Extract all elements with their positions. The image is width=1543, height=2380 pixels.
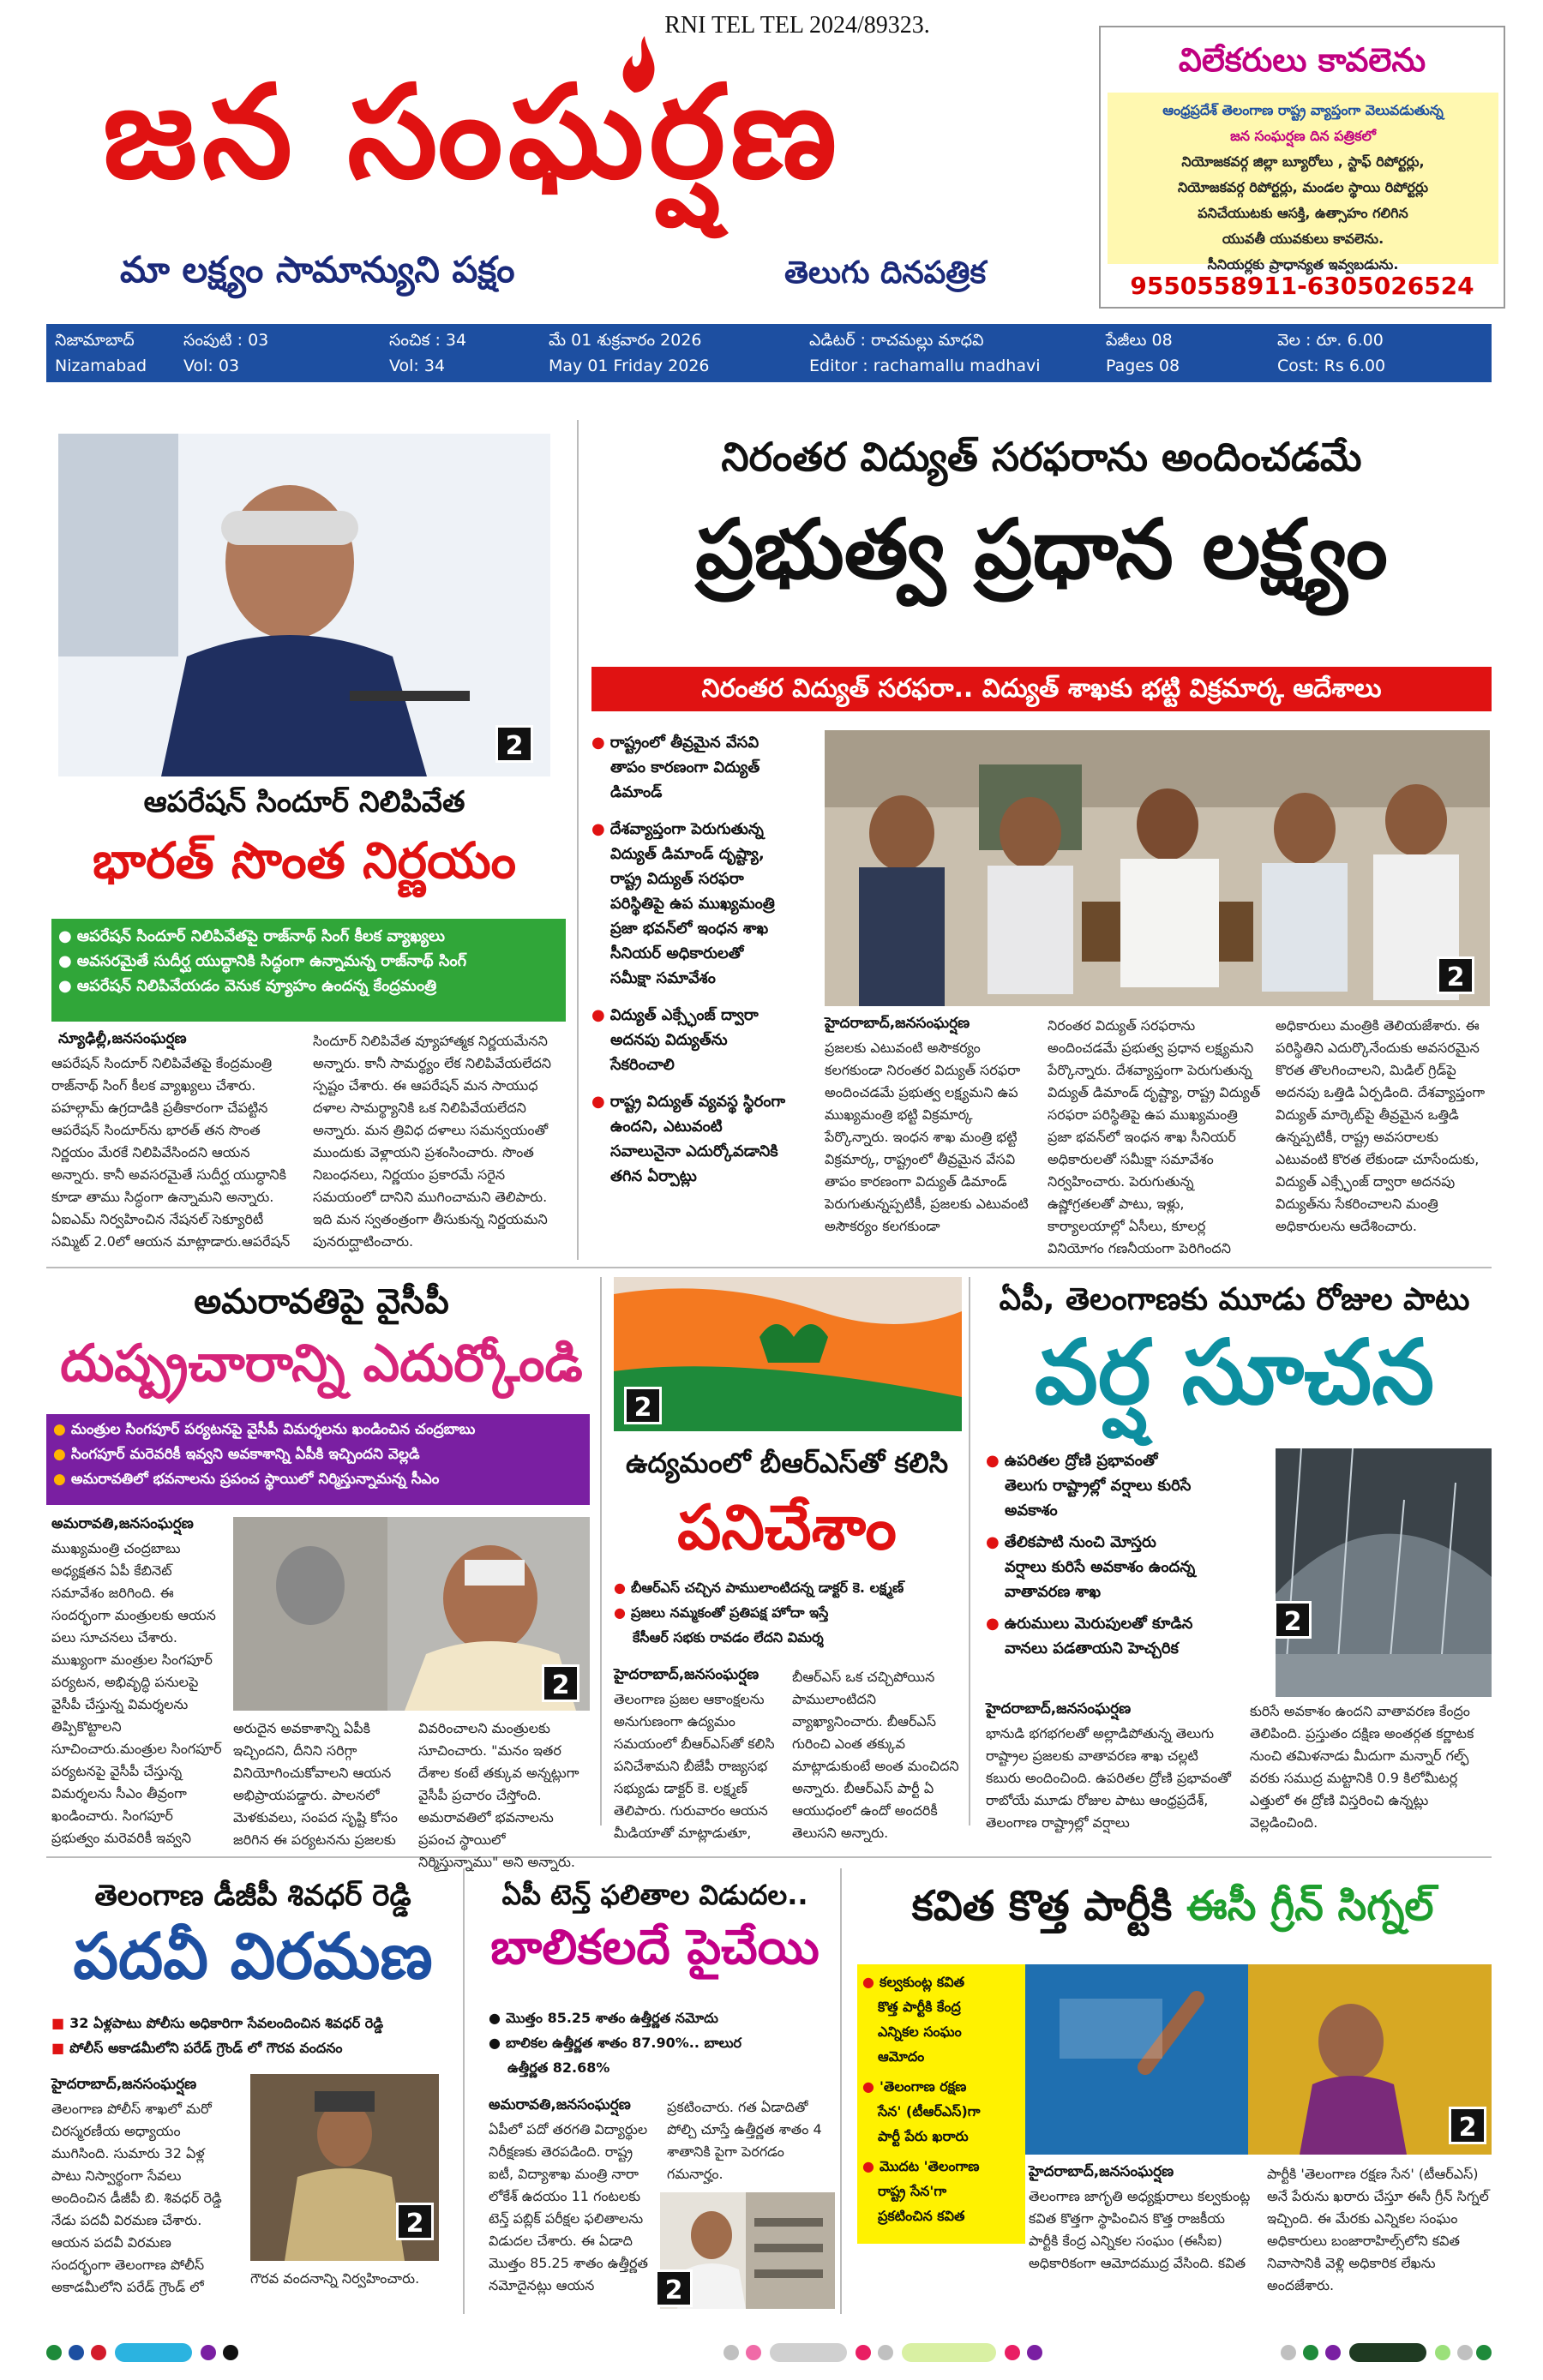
footer-dot	[856, 2345, 871, 2360]
bullet-item: ● ప్రజలు నమ్మకంతో ప్రతిపక్ష హోదా ఇస్తే	[614, 1604, 829, 1621]
footer-decoration	[46, 2338, 1492, 2364]
kavitha-headline	[854, 1882, 1492, 1940]
column-divider	[577, 420, 579, 1260]
page-ref-badge: 2	[1437, 956, 1474, 994]
footer-pill	[115, 2343, 192, 2362]
rni-number: RNI TEL TEL 2024/89323.	[664, 12, 930, 39]
rain-dateline: హైదరాబాద్,జనసంఘర్షణ	[986, 1700, 1132, 1718]
bullet-item: తాపం కారణంగా విద్యుత్	[610, 758, 760, 776]
footer-dot	[1281, 2345, 1296, 2360]
page-ref-badge: 2	[655, 2269, 693, 2307]
bullet-item: ● మొత్తం 85.25 శాతం ఉత్తీర్ణత నమోదు	[489, 2010, 718, 2026]
bullet-item: అదనపు విద్యుత్‌ను	[610, 1031, 728, 1049]
footer-dot	[46, 2345, 62, 2360]
bullet-item: ● ఆపరేషన్ నిలిపివేయడం వెనుక వ్యూహం ఉందన్న కేంద్రమంత్రి	[58, 977, 437, 995]
paper-type: తెలుగు దినపత్రిక	[784, 255, 987, 291]
bullet-item: ● విద్యుత్ ఎక్స్ఛేంజ్ ద్వారా	[591, 1006, 759, 1024]
bullet-item: వాతావరణ శాఖ	[1005, 1583, 1102, 1601]
kavitha-photo	[1025, 1964, 1492, 2155]
amaravati-dateline: అమరావతి,జనసంఘర్షణ	[51, 1515, 194, 1532]
kavitha-bullets	[857, 1964, 1025, 2244]
dgp-dateline: హైదరాబాద్,జనసంఘర్షణ	[51, 2076, 197, 2093]
power-body-col2: నిరంతర విద్యుత్ సరఫరాను అందించడమే ప్రభుత్వ ప్రధాన లక్ష్యమని పేర్కొన్నారు. దేశవ్యాప్తంగా పెరుగుతున్న విద్యుత్ డిమాండ్ దృష్ట్యా, రాష్ట్ర విద్యుత్ సరఫరా పరిస్థితిపై ఉప ముఖ్యమంత్రి ప్రజా భవన్‌లో ఇంధన శాఖ సీనియర్ అధికారులతో సమీక్షా సమావేశం నిర్వహించారు. పెరుగుతున్న ఉష్ణోగ్రతలతో పాటు, ఇళ్లు, కార్యాలయాల్లో ఏసీలు, కూలర్ల వినియోగం గణనీయంగా పెరిగిందని	[1048, 1017, 1261, 1256]
rain-kicker: ఏపీ, తెలంగాణకు మూడు రోజుల పాటు	[999, 1282, 1470, 1317]
brs-headline: పనిచేశాం	[677, 1491, 897, 1563]
rain-body-col2: కురిసే అవకాశం ఉందని వాతావరణ కేంద్రం తెలిపింది. ప్రస్తుతం దక్షిణ అంతర్గత కర్ణాటక నుంచి తమిళనాడు మీదుగా మన్నార్ గల్ఫ్ వరకు సముద్ర మట్టానికి 0.9 కిలోమీటర్ల ఎత్తులో ఈ ద్రోణి విస్తరించి ఉన్నట్లు వెల్లడించింది.	[1250, 1703, 1474, 1831]
bullet-item: ● 'తెలంగాణ రక్షణ	[862, 2078, 967, 2095]
bullet-item: సేన' (టీఆర్ఎస్)గా	[878, 2103, 981, 2119]
ad-line: నియోజకవర్గ జిల్లా బ్యూరోలు , స్టాఫ్ రిపోర్టర్లు,	[1181, 153, 1425, 170]
tenth-kicker: ఏపీ టెన్త్ ఫలితాల విడుదల..	[501, 1879, 808, 1911]
power-meeting-photo	[825, 730, 1490, 1006]
power-kicker: నిరంతర విద్యుత్ సరఫరాను అందించడమే	[721, 434, 1362, 480]
info-city: నిజామాబాద్ Nizamabad	[55, 331, 147, 375]
tagline: మా లక్ష్యం సామాన్యుని పక్షం	[120, 249, 515, 291]
ad-phone: 9550558911-6305026524	[1130, 272, 1474, 300]
bullet-item: తగిన ఏర్పాట్లు	[610, 1167, 697, 1185]
footer-pill	[770, 2343, 847, 2362]
amaravati-headline: దుష్ప్రచారాన్ని ఎదుర్కోండి	[60, 1334, 583, 1394]
footer-dot	[723, 2345, 739, 2360]
amaravati-bullets	[46, 1414, 590, 1505]
bullet-item: ఆమోదం	[878, 2048, 925, 2065]
footer-dot	[1027, 2345, 1042, 2360]
tenth-bullets	[489, 2005, 837, 2089]
bullet-item: ● తేలికపాటి నుంచి మోస్తరు	[986, 1533, 1156, 1551]
footer-dot	[1435, 2345, 1450, 2360]
bullet-item: ● అమరావతిలో భవనాలను ప్రపంచ స్థాయిలో నిర్మిస్తున్నామన్న సీఎం	[53, 1471, 440, 1488]
bullet-item: ● మొదట 'తెలంగాణ	[862, 2158, 980, 2174]
bullet-item: ● మంత్రుల సింగపూర్ పర్యటనపై వైసీపీ విమర్శలను ఖండించిన చంద్రబాబు	[53, 1421, 476, 1438]
rain-umbrella-photo	[1276, 1448, 1492, 1697]
bullet-item: తెలుగు రాష్ట్రాల్లో వర్షాలు కురిసే	[1005, 1477, 1192, 1495]
bullet-item: సీనియర్ అధికారులతో	[610, 944, 744, 962]
bullet-item: ● బాలికల ఉత్తీర్ణత శాతం 87.90%.. బాలుర	[489, 2035, 742, 2051]
newspaper-logo	[103, 51, 1029, 214]
bullet-item: వానలు పడతాయని హెచ్చరిక	[1005, 1640, 1179, 1658]
bullet-item: సేకరించాలి	[610, 1056, 675, 1074]
info-pages: పేజీలు 08 Pages 08	[1106, 331, 1180, 375]
rajnath-singh-photo	[58, 434, 550, 776]
ad-line: ఆంధ్రప్రదేశ్ తెలంగాణ రాష్ట్ర వ్యాప్తంగా వెలువడుతున్న	[1162, 102, 1444, 118]
info-price: వెల : రూ. 6.00 Cost: Rs 6.00	[1277, 331, 1386, 375]
rain-bullets	[986, 1448, 1269, 1671]
ad-line: జన సంఘర్షణ దిన పత్రికలో	[1230, 128, 1376, 144]
amaravati-body-col1: ముఖ్యమంత్రి చంద్రబాబు అధ్యక్షతన ఏపీ కేబినెట్ సమావేశం జరిగింది. ఈ సందర్భంగా మంత్రులకు ఆయన పలు సూచనలు చేశారు. ముఖ్యంగా మంత్రుల సింగపూర్ పర్యటన, అభివృద్ధి పనులపై వైసీపీ చేస్తున్న విమర్శలను తిప్పికొట్టాలని సూచించారు.మంత్రుల సింగపూర్ పర్యటనపై వైసీపీ చేస్తున్న విమర్శలను సీఎం తీవ్రంగా ఖండించారు. సింగపూర్ ప్రభుత్వం మరెవరికీ ఇవ్వని	[51, 1540, 222, 1846]
power-body-col1: ప్రజలకు ఎటువంటి అసౌకర్యం కలగకుండా నిరంతర విద్యుత్ సరఫరా అందించడమే ప్రభుత్వ లక్ష్యమని ఉప ముఖ్యమంత్రి భట్టి విక్రమార్క పేర్కొన్నారు. ఇంధన శాఖ మంత్రి భట్టి విక్రమార్క, రాష్ట్రంలో తీవ్రమైన వేసవి తాపం కారణంగా విద్యుత్ డిమాండ్ పెరుగుతున్నప్పటికీ, ప్రజలకు ఎటువంటి అసౌకర్యం కలగకుండా	[825, 1040, 1029, 1234]
brs-dateline: హైదరాబాద్,జనసంఘర్షణ	[614, 1666, 759, 1683]
kavitha-body-col1: తెలంగాణ జాగృతి అధ్యక్షురాలు కల్వకుంట్ల కవిత కొత్తగా స్థాపించిన కొత్త రాజకీయ పార్టీకి కేంద్ర ఎన్నికల సంఘం (ఈసీఐ) అధికారికంగా ఆమోదముద్ర వేసింది. కవిత	[1029, 2188, 1251, 2271]
sindoor-body-col1: ఆపరేషన్ సిందూర్ నిలిపివేతపై కేంద్రమంత్రి రాజ్‌నాథ్ సింగ్ కీలక వ్యాఖ్యలు చేశారు. పహల్గామ్ ఉగ్రదాడికి ప్రతీకారంగా చేపట్టిన ఆపరేషన్ సిందూర్‌ను భారత్ తన సొంత నిర్ణయం మేరకే నిలిపివేసిందని ఆయన అన్నారు. కానీ అవసరమైతే సుదీర్ఘ యుద్ధానికి కూడా తాము సిద్ధంగా ఉన్నామని అన్నారు. ఏఐఎమ్ నిర్వహించిన నేషనల్ సెక్యూరిటీ సమ్మిట్ 2.0లో ఆయన మాట్లాడారు.ఆపరేషన్	[51, 1055, 291, 1250]
dgp-body-col2: గౌరవ వందనాన్ని నిర్వహించారు.	[250, 2270, 420, 2287]
sindoor-kicker: ఆపరేషన్ సిందూర్ నిలిపివేత	[143, 785, 465, 819]
bullet-item: ● రాష్ట్ర విద్యుత్ వ్యవస్థ స్థిరంగా	[591, 1093, 786, 1111]
bjp-flag-photo	[614, 1277, 962, 1431]
footer-pill	[1349, 2343, 1426, 2362]
tenth-photo	[660, 2192, 835, 2309]
bullet-item: సమీక్షా సమావేశం	[610, 969, 716, 987]
kavitha-dateline: హైదరాబాద్,జనసంఘర్షణ	[1029, 2163, 1174, 2180]
bullet-item: అవకాశం	[1005, 1502, 1058, 1520]
footer-dot	[69, 2345, 84, 2360]
dgp-photo	[250, 2074, 439, 2261]
tenth-headline: బాలికలదే పైచేయి	[490, 1920, 820, 1975]
brs-body-col2: బీఆర్ఎస్ ఒక చచ్చిపోయిన పాములాంటిదని వ్యాఖ్యానించారు. బీఆర్ఎస్ గురించి ఎంత తక్కువ మాట్లాడుకుంటే అంత మంచిదని అన్నారు. బీఆర్ఎస్ పార్టీ ఏ ఆయుధంలో ఉందో అందరికీ తెలుసని అన్నారు.	[792, 1669, 959, 1841]
edition-info-bar	[46, 324, 1492, 382]
brs-kicker: ఉద్యమంలో బీఆర్ఎస్‌తో కలిసి	[625, 1447, 949, 1479]
footer-dot	[1325, 2345, 1341, 2360]
bullet-item: ■ పోలీస్ అకాడమీలోని పరేడ్ గ్రౌండ్ లో గౌరవ వందనం	[51, 2040, 343, 2056]
tenth-body-col1: ఏపీలో పదో తరగతి విద్యార్థుల నిరీక్షణకు తెరపడింది. రాష్ట్ర ఐటీ, విద్యాశాఖ మంత్రి నారా లోకేశ్ ఉదయం 11 గంటలకు టెన్త్ పబ్లిక్ పరీక్షల ఫలితాలను విడుదల చేశారు. ఈ ఏడాది మొత్తం 85.25 శాతం ఉత్తీర్ణత నమోదైనట్లు ఆయన	[489, 2121, 648, 2293]
amaravati-kicker: అమరావతిపై వైసీపీ	[194, 1282, 449, 1322]
bullet-item: రాష్ట్ర విద్యుత్ సరఫరా	[610, 870, 744, 888]
bullet-item: ప్రజా భవన్‌లో ఇంధన శాఖ	[610, 920, 769, 938]
footer-dot	[1457, 2345, 1473, 2360]
page-ref-badge: 2	[1449, 2107, 1486, 2144]
dgp-bullets	[51, 2011, 461, 2062]
bullet-item: కేసీఆర్ సభకు రావడం లేదని విమర్శ	[633, 1629, 824, 1646]
bullet-item: ● అవసరమైతే సుదీర్ఘ యుద్ధానికి సిద్ధంగా ఉన్నామన్న రాజ్‌నాథ్ సింగ్	[58, 952, 467, 970]
footer-dot	[1005, 2345, 1020, 2360]
row-divider	[46, 1267, 1492, 1268]
brs-bullets	[614, 1575, 965, 1654]
bullet-item: వర్షాలు కురిసే అవకాశం ఉందన్న	[1005, 1558, 1196, 1576]
bullet-item: ● ఉపరితల ద్రోణి ప్రభావంతో	[986, 1452, 1158, 1470]
dgp-body-col1: తెలంగాణ పోలీస్ శాఖలో మరో చిరస్మరణీయ అధ్యాయం ముగిసింది. సుమారు 32 ఏళ్ల పాటు నిస్వార్థంగా సేవలు అందించిన డీజీపీ బి. శివధర్ రెడ్డి నేడు పదవీ విరమణ చేశారు. ఆయన పదవీ విరమణ సందర్భంగా తెలంగాణ పోలీస్ అకాడమీలోని పరేడ్ గ్రౌండ్ లో	[51, 2101, 222, 2295]
sindoor-body-col2: సిందూర్ నిలిపివేత వ్యూహాత్మక నిర్ణయమేనని అన్నారు. కానీ సామర్థ్యం లేక నిలిపివేయలేదని స్పష్టం చేశారు. ఈ ఆపరేషన్ మన సాయుధ దళాల సామర్థ్యానికి ఒక నిలిపివేయలేదని అన్నారు. మన త్రివిధ దళాలు సమన్వయంతో ముందుకు వెళ్లాయని ప్రశంసించారు. సొంత నిబంధనలు, నిర్ణయం ప్రకారమే సరైన సమయంలో దానిని ముగించామని తెలిపారు. ఇది మన స్వతంత్రంగా తీసుకున్న నిర్ణయమని పునరుద్ఘాటించారు.	[313, 1033, 552, 1250]
footer-pill	[902, 2343, 996, 2362]
bullet-item: సవాలునైనా ఎదుర్కోవడానికి	[610, 1142, 778, 1160]
footer-dot	[223, 2345, 238, 2360]
tenth-dateline: అమరావతి,జనసంఘర్షణ	[489, 2096, 631, 2113]
ad-body	[1108, 93, 1498, 273]
footer-dot	[1476, 2345, 1492, 2360]
sindoor-headline: భారత్ సొంత నిర్ణయం	[92, 831, 517, 890]
column-divider	[840, 1868, 842, 2314]
bullet-item: ఉందని, ఎటువంటి	[610, 1118, 723, 1136]
newspaper-title: జన సంఘర్షణ	[103, 58, 843, 207]
amaravati-body-col3: వివరించాలని మంత్రులకు సూచించారు. "మనం ఇతర దేశాల కంటే తక్కువ అన్నట్లుగా వైసీపీ ప్రచారం చేస్తోంది. అమరావతిలో భవనాలను ప్రపంచ స్థాయిలో నిర్మిస్తున్నాము" అని అన్నారు.	[418, 1720, 579, 1870]
page-ref-badge: 2	[1274, 1601, 1312, 1639]
bullet-item: ● రాష్ట్రంలో తీవ్రమైన వేసవి	[591, 734, 759, 752]
sindoor-bullets	[51, 919, 566, 1022]
footer-dot	[746, 2345, 761, 2360]
kavitha-headline-b: ఈసీ గ్రీన్ సిగ్నల్	[1186, 1882, 1434, 1930]
bullet-item: ● కల్వకుంట్ల కవిత	[862, 1974, 965, 1990]
power-bullets	[591, 730, 832, 1244]
dgp-headline: పదవీ విరమణ	[73, 1920, 433, 1993]
bullet-item: ప్రకటించిన కవిత	[878, 2208, 965, 2224]
amaravati-body-col2: అరుదైన అవకాశాన్ని ఏపీకి ఇచ్చిందని, దీనిని సరిగ్గా వినియోగించుకోవాలని ఆయన అభిప్రాయపడ్డారు. పాలనలో మెళకువలు, సంపద సృష్టి కోసం జరిగిన ఈ పర్యటనను ప్రజలకు	[233, 1720, 398, 1848]
bullet-item: డిమాండ్	[610, 783, 663, 801]
sindoor-dateline: న్యూఢిల్లీ,జనసంఘర్షణ	[58, 1030, 187, 1047]
bullet-item: ● దేశవ్యాప్తంగా పెరుగుతున్న	[591, 820, 764, 838]
ad-line: నియోజకవర్గ రిపోర్టర్లు, మండల స్థాయి రిపోర్టర్లు	[1177, 179, 1429, 195]
power-strap: నిరంతర విద్యుత్ సరఫరా.. విద్యుత్ శాఖకు భట్టి విక్రమార్క ఆదేశాలు	[591, 667, 1492, 711]
tenth-body-col2: ప్రకటించారు. గత ఏడాదితో పోల్చి చూస్తే ఉత్తీర్ణత శాతం 4 శాతానికి పైగా పెరగడం గమనార్హం.	[667, 2099, 822, 2182]
bullet-item: ■ 32 ఏళ్లపాటు పోలీసు అధికారిగా సేవలందించిన శివధర్ రెడ్డి	[51, 2015, 384, 2031]
bullet-item: రాష్ట్ర సేన'గా	[878, 2183, 947, 2199]
footer-dot	[91, 2345, 106, 2360]
bullet-item: పార్టీ పేరు ఖరారు	[878, 2128, 969, 2144]
bullet-item: ఉత్తీర్ణత 82.68%	[507, 2059, 610, 2076]
kavitha-body-col2: పార్టీకి 'తెలంగాణ రక్షణ సేన' (టీఆర్ఎస్) అనే పేరును ఖరారు చేస్తూ ఈసీ గ్రీన్ సిగ్నల్ ఇచ్చింది. ఈ మేరకు ఎన్నికల సంఘం అధికారులు బంజారాహిల్స్‌లోని కవిత నివాసానికి వెళ్లి అధికారిక లేఖను అందజేశారు.	[1267, 2166, 1489, 2293]
power-body-col3: అధికారులు మంత్రికి తెలియజేశారు. ఈ పరిస్థితిని ఎదుర్కొనేందుకు అవసరమైన కొరత తొలగించాలని, మిడిల్ గ్రిడ్‌పై అదనపు ఒత్తిడి ఏర్పడింది. దేశవ్యాప్తంగా విద్యుత్ మార్కెట్‌పై తీవ్రమైన ఒత్తిడి ఉన్నప్పటికీ, రాష్ట్ర అవసరాలకు ఎటువంటి కొరత లేకుండా చూసేందుకు, విద్యుత్ ఎక్స్ఛేంజ్ ద్వారా అదనపు విద్యుత్‌ను సేకరించాలని మంత్రి అధికారులను ఆదేశించారు.	[1276, 1017, 1486, 1234]
page-ref-badge: 2	[396, 2203, 434, 2240]
dgp-kicker: తెలంగాణ డీజీపీ శివధర్ రెడ్డి	[94, 1879, 411, 1913]
power-headline: ప్రభుత్వ ప్రధాన లక్ష్యం	[695, 501, 1388, 597]
bullet-item: ● ఉరుములు మెరుపులతో కూడిన	[986, 1615, 1193, 1633]
column-divider	[463, 1868, 465, 2314]
page-ref-badge: 2	[495, 725, 533, 763]
bullet-item: ● సింగపూర్ మరెవరికీ ఇవ్వని అవకాశాన్ని ఏపీకి ఇచ్చిందని వెల్లడి	[53, 1446, 420, 1463]
page-ref-badge: 2	[624, 1387, 662, 1424]
ad-title: విలేకరులు కావలెను	[1178, 41, 1426, 79]
bullet-item: ● ఆపరేషన్ సిందూర్ నిలిపివేతపై రాజ్‌నాథ్ సింగ్ కీలక వ్యాఖ్యలు	[58, 927, 445, 945]
ad-line: యువతీ యువకులు కావలెను.	[1222, 231, 1384, 247]
info-issue: సంచిక : 34 Vol: 34	[389, 331, 467, 375]
bullet-item: ఎన్నికల సంఘం	[878, 2023, 962, 2040]
reporters-wanted-ad	[1099, 26, 1505, 309]
chandrababu-photo	[233, 1517, 590, 1711]
column-divider	[969, 1277, 970, 1825]
power-dateline: హైదరాబాద్,జనసంఘర్షణ	[825, 1015, 970, 1032]
footer-dot	[878, 2345, 893, 2360]
ad-line: సీనియర్లకు ప్రాధాన్యత ఇవ్వబడును.	[1207, 256, 1399, 273]
column-divider	[600, 1277, 602, 1825]
rain-headline: వర్ష సూచన	[1034, 1320, 1435, 1424]
bullet-item: ● బీఆర్ఎస్ చచ్చిన పాములాంటిదన్న డాక్టర్ కె. లక్ష్మణ్	[614, 1580, 904, 1596]
rain-body-col1: భానుడి భగభగలతో అల్లాడిపోతున్న తెలుగు రాష్ట్రాల ప్రజలకు వాతావరణ శాఖ చల్లటి కబురు అందించింది. ఉపరితల ద్రోణి ప్రభావంతో రాబోయే మూడు రోజుల పాటు ఆంధ్రప్రదేశ్, తెలంగాణ రాష్ట్రాల్లో వర్షాలు	[986, 1725, 1232, 1831]
footer-dot	[1303, 2345, 1318, 2360]
bullet-item: పరిస్థితిపై ఉప ముఖ్యమంత్రి	[610, 895, 775, 913]
info-volume: సంపుటి : 03 Vol: 03	[183, 331, 269, 375]
page-ref-badge: 2	[542, 1664, 579, 1702]
brs-body-col1: తెలంగాణ ప్రజల ఆకాంక్షలను అనుగుణంగా ఉద్యమం సమయంలో బీఆర్ఎస్‌తో కలిసి పనిచేశామని బీజేపీ రాజ్యసభ సభ్యుడు డాక్టర్ కె. లక్ష్మణ్ తెలిపారు. గురువారం ఆయన మీడియాతో మాట్లాడుతూ,	[614, 1691, 775, 1841]
footer-dot	[201, 2345, 216, 2360]
row-divider	[46, 1856, 1492, 1858]
info-date: మే 01 శుక్రవారం 2026 May 01 Friday 2026	[549, 331, 710, 375]
bullet-item: కొత్త పార్టీకి కేంద్ర	[878, 1999, 961, 2015]
ad-line: పనిచేయుటకు ఆసక్తి, ఉత్సాహం గలిగిన	[1198, 205, 1408, 221]
info-editor: ఎడిటర్ : రాచమల్లు మాధవి Editor : rachamallu madhavi	[809, 331, 1041, 375]
bullet-item: విద్యుత్ డిమాండ్ దృష్ట్యా,	[610, 845, 765, 863]
kavitha-headline-a: కవిత కొత్త పార్టీకి	[911, 1882, 1173, 1930]
